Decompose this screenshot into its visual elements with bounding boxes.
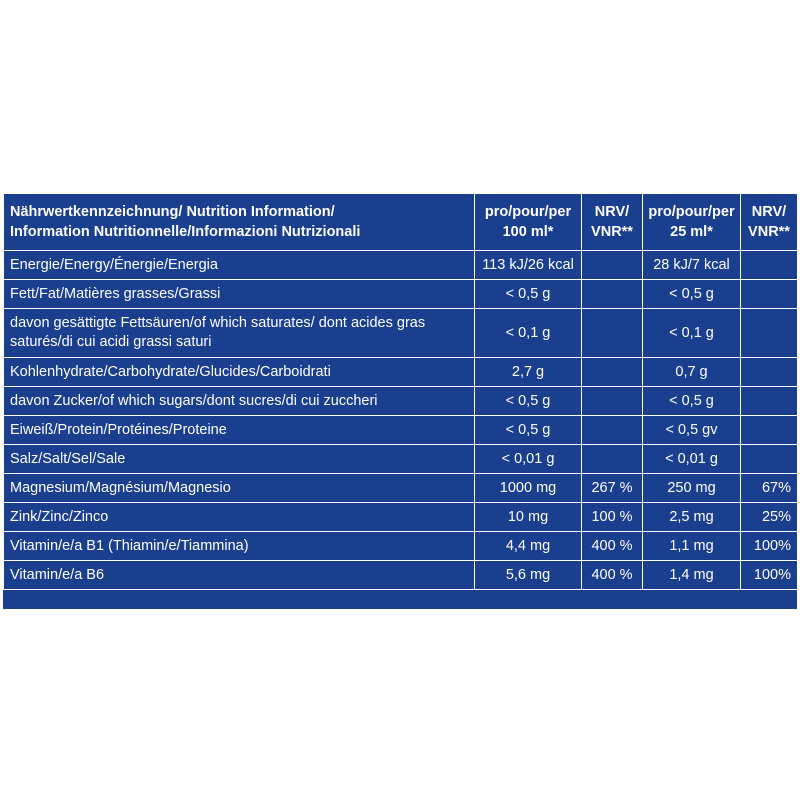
value-per-25ml: < 0,1 g [643, 309, 741, 358]
header-per-100ml-line2: 100 ml* [502, 224, 554, 240]
nrv-per-100ml [582, 280, 643, 309]
nrv-per-100ml [582, 445, 643, 474]
table-row [4, 251, 798, 280]
nrv-per-100ml: 400 % [582, 561, 643, 590]
nutrient-label: Vitamin/e/a B6 [4, 561, 475, 590]
value-per-100ml: 2,7 g [475, 358, 582, 387]
value-per-25ml: 1,4 mg [643, 561, 741, 590]
nrv-per-100ml [582, 309, 643, 358]
value-per-25ml: 250 mg [643, 474, 741, 503]
table-header-row [4, 194, 798, 251]
value-per-100ml: 5,6 mg [475, 561, 582, 590]
nutrient-label: Vitamin/e/a B1 (Thiamin/e/Tiammina) [4, 532, 475, 561]
nutrition-table [3, 193, 798, 590]
nrv-per-25ml: 67% [741, 474, 798, 503]
value-per-25ml: < 0,5 g [643, 280, 741, 309]
header-nrv-25ml-line2: VNR** [748, 224, 790, 240]
nrv-per-25ml [741, 387, 798, 416]
table-row [4, 280, 798, 309]
header-per-25ml-line1: pro/pour/per [648, 204, 735, 220]
table-row [4, 445, 798, 474]
value-per-100ml: < 0,5 g [475, 280, 582, 309]
nrv-per-25ml [741, 416, 798, 445]
header-per-25ml-line2: 25 ml* [670, 224, 713, 240]
table-row [4, 474, 798, 503]
nutrient-label: Zink/Zinc/Zinco [4, 503, 475, 532]
header-nrv-100ml-line1: NRV/ [594, 204, 630, 220]
header-title-line2: Information Nutritionnelle/Informazioni Nutrizionali [10, 224, 361, 240]
table-row [4, 503, 798, 532]
value-per-100ml: 4,4 mg [475, 532, 582, 561]
nrv-per-100ml: 267 % [582, 474, 643, 503]
nrv-per-100ml [582, 251, 643, 280]
nrv-per-100ml: 100 % [582, 503, 643, 532]
nutrient-label: Energie/Energy/Énergie/Energia [4, 251, 475, 280]
table-row [4, 309, 798, 358]
value-per-100ml: 113 kJ/26 kcal [475, 251, 582, 280]
nrv-per-100ml [582, 416, 643, 445]
header-nrv-100ml-line2: VNR** [591, 224, 633, 240]
value-per-25ml: 28 kJ/7 kcal [643, 251, 741, 280]
table-row [4, 416, 798, 445]
nrv-per-100ml [582, 358, 643, 387]
value-per-25ml: < 0,5 gv [643, 416, 741, 445]
header-nrv-25ml-line1: NRV/ [751, 204, 787, 220]
value-per-100ml: < 0,01 g [475, 445, 582, 474]
nutrient-label: Salz/Salt/Sel/Sale [4, 445, 475, 474]
header-title-line1: Nährwertkennzeichnung/ Nutrition Information/ [10, 204, 335, 220]
value-per-25ml: 1,1 mg [643, 532, 741, 561]
table-row [4, 532, 798, 561]
value-per-100ml: < 0,5 g [475, 416, 582, 445]
table-row [4, 561, 798, 590]
nutrient-label: Kohlenhydrate/Carbohydrate/Glucides/Carboidrati [4, 358, 475, 387]
nutrient-label: davon gesättigte Fettsäuren/of which saturates/ dont acides gras saturés/di cui acidi grassi saturi [4, 309, 475, 358]
nrv-per-100ml [582, 387, 643, 416]
header-nrv-100ml [582, 194, 643, 251]
nrv-per-25ml [741, 251, 798, 280]
nrv-per-25ml: 100% [741, 561, 798, 590]
nrv-per-25ml [741, 358, 798, 387]
nutrient-label: davon Zucker/of which sugars/dont sucres/di cui zuccheri [4, 387, 475, 416]
nrv-per-25ml: 25% [741, 503, 798, 532]
value-per-100ml: < 0,1 g [475, 309, 582, 358]
value-per-100ml: < 0,5 g [475, 387, 582, 416]
nutrient-label: Fett/Fat/Matières grasses/Grassi [4, 280, 475, 309]
value-per-25ml: 0,7 g [643, 358, 741, 387]
header-per-25ml [643, 194, 741, 251]
table-row [4, 358, 798, 387]
header-nrv-25ml [741, 194, 798, 251]
value-per-100ml: 1000 mg [475, 474, 582, 503]
nutrient-label: Eiweiß/Protein/Protéines/Proteine [4, 416, 475, 445]
nrv-per-25ml [741, 280, 798, 309]
header-per-100ml-line1: pro/pour/per [484, 204, 572, 220]
nutrition-panel [3, 193, 797, 609]
value-per-100ml: 10 mg [475, 503, 582, 532]
nrv-per-100ml: 400 % [582, 532, 643, 561]
value-per-25ml: < 0,5 g [643, 387, 741, 416]
header-per-100ml [475, 194, 582, 251]
table-row [4, 387, 798, 416]
value-per-25ml: < 0,01 g [643, 445, 741, 474]
nrv-per-25ml [741, 309, 798, 358]
nrv-per-25ml: 100% [741, 532, 798, 561]
nutrient-label: Magnesium/Magnésium/Magnesio [4, 474, 475, 503]
header-title [4, 194, 475, 251]
value-per-25ml: 2,5 mg [643, 503, 741, 532]
nrv-per-25ml [741, 445, 798, 474]
